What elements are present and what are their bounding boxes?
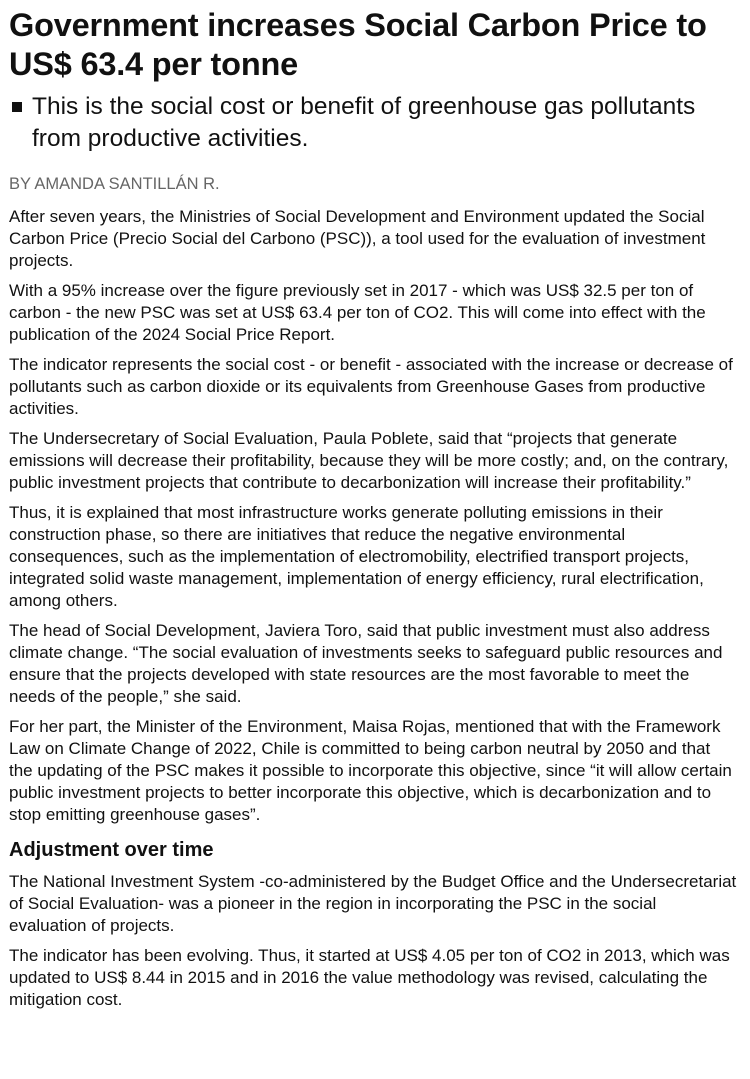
section-heading: Adjustment over time [9,839,214,861]
article-paragraph: The indicator represents the social cost - or benefit - associated with the increase or decrease of pollutants such as carbon dioxide or its equivalents from Greenhouse Gases from productive activities. [9,355,733,418]
article-subtitle-text: This is the social cost or benefit of greenhouse gas pollutants from productive activities. [32,93,696,152]
article-paragraph: Thus, it is explained that most infrastructure works generate polluting emissions in their construction phase, so there are initiatives that reduce the negative environmental consequences, such as the implementation of electromobility, electrified transport projects, integrated solid waste management, implementation of energy efficiency, rural electrification, among others. [9,503,704,610]
article-byline: BY AMANDA SANTILLÁN R. [9,175,220,193]
article-title: Government increases Social Carbon Price to US$ 63.4 per tonne [9,7,707,82]
article-paragraph: With a 95% increase over the figure previously set in 2017 - which was US$ 32.5 per ton of carbon - the new PSC was set at US$ 63.4 per ton of CO2. This will come into effect with the publication of the 2024 Social Price Report. [9,281,706,344]
square-bullet-icon [12,102,22,112]
article-paragraph: The head of Social Development, Javiera Toro, said that public investment must also address climate change. “The social evaluation of investments seeks to safeguard public resources and ensure that the projects developed with state resources are the most favorable to meet the needs of the people,” she said. [9,621,723,706]
article-paragraph: For her part, the Minister of the Environment, Maisa Rojas, mentioned that with the Framework Law on Climate Change of 2022, Chile is committed to being carbon neutral by 2050 and that the updating of the PSC makes it possible to incorporate this objective, since “it will allow certain public investment projects to better incorporate this objective, which is decarbonization and to stop emitting greenhouse gases”. [9,717,732,824]
article-paragraph: The indicator has been evolving. Thus, it started at US$ 4.05 per ton of CO2 in 2013, which was updated to US$ 8.44 in 2015 and in 2016 the value methodology was revised, calculating the mitigation cost. [9,946,730,1009]
article-paragraph: After seven years, the Ministries of Social Development and Environment updated the Social Carbon Price (Precio Social del Carbono (PSC)), a tool used for the evaluation of investment projects. [9,207,706,270]
article-paragraph: The National Investment System -co-administered by the Budget Office and the Undersecretariat of Social Evaluation- was a pioneer in the region in incorporating the PSC in the social evaluation of projects. [9,872,737,935]
article-paragraph: The Undersecretary of Social Evaluation, Paula Poblete, said that “projects that generate emissions will decrease their profitability, because they will be more costly; and, on the contrary, public investment projects that contribute to decarbonization will increase their profitability.” [9,429,729,492]
article-subtitle [9,91,738,155]
